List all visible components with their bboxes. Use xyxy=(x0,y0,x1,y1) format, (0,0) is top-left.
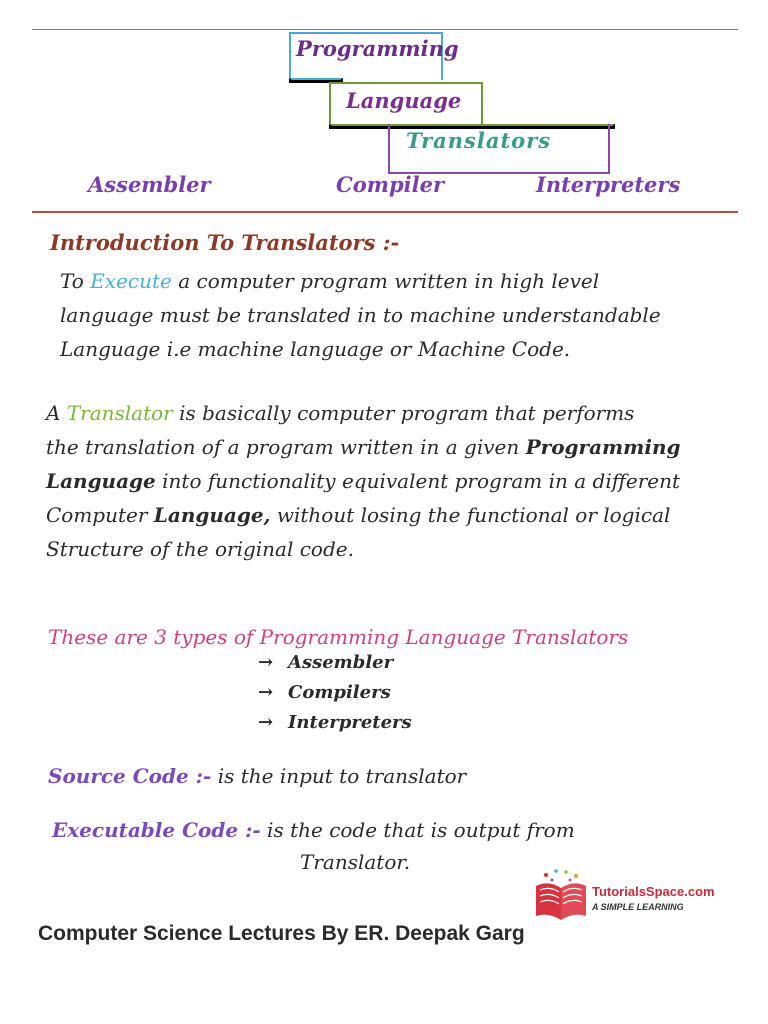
para2-line-4 xyxy=(46,498,680,532)
intro-paragraph-1 xyxy=(60,264,661,366)
tutorialsspace-logo xyxy=(532,866,715,922)
list-item xyxy=(258,678,412,708)
arrow-right-icon: → xyxy=(258,652,274,673)
list-item-label: Interpreters xyxy=(288,712,412,733)
para1-line-2: language must be translated in to machine understandable xyxy=(60,303,661,327)
executable-code-continuation: Translator. xyxy=(300,850,411,874)
footer-credit: Computer Science Lectures By ER. Deepak Garg xyxy=(38,922,525,945)
type-interpreters: Interpreters xyxy=(536,172,681,197)
source-code-text: is the input to translator xyxy=(211,764,467,788)
para1-line-1 xyxy=(60,264,661,298)
logo-name: TutorialsSpace.com xyxy=(592,884,715,899)
title-line-1: Programming xyxy=(296,36,459,61)
source-code-definition xyxy=(48,764,466,788)
type-compiler: Compiler xyxy=(336,172,445,197)
execute-keyword: Execute xyxy=(90,269,172,293)
list-item-label: Compilers xyxy=(288,682,391,703)
executable-code-term: Executable Code :- xyxy=(52,818,261,842)
arrow-right-icon: → xyxy=(258,712,274,733)
title-line-2: Language xyxy=(346,88,462,113)
para2-text: Computer xyxy=(46,503,154,527)
intro-heading: Introduction To Translators :- xyxy=(50,230,400,255)
types-intro: These are 3 types of Programming Language Translators xyxy=(48,625,629,649)
para2-line-3 xyxy=(46,464,680,498)
arrow-right-icon: → xyxy=(258,682,274,703)
language-keyword-2: Language, xyxy=(153,503,271,527)
para2-text: A xyxy=(46,401,67,425)
para1-line-3: Language i.e machine language or Machine Code. xyxy=(60,337,571,361)
section-divider xyxy=(32,211,738,213)
source-code-term: Source Code :- xyxy=(48,764,212,788)
para2-text: is basically computer program that performs xyxy=(172,401,635,425)
para2-text: into functionality equivalent program in a different xyxy=(155,469,681,493)
language-keyword: Language xyxy=(46,469,156,493)
intro-paragraph-2 xyxy=(46,396,680,566)
list-item xyxy=(258,708,412,738)
para2-text: the translation of a program written in a given xyxy=(46,435,526,459)
programming-keyword: Programming xyxy=(525,435,681,459)
para1-text: To xyxy=(60,269,91,293)
list-item-label: Assembler xyxy=(288,652,394,673)
para2-text: without losing the functional or logical xyxy=(270,503,671,527)
title-line-3: Translators xyxy=(406,128,552,153)
list-item xyxy=(258,648,412,678)
para2-line-2 xyxy=(46,430,680,464)
para2-line-1 xyxy=(46,396,680,430)
logo-tagline: A SIMPLE LEARNING xyxy=(592,902,684,912)
para2-line-5: Structure of the original code. xyxy=(46,537,354,561)
executable-code-definition xyxy=(52,818,575,842)
para1-text: a computer program written in high level xyxy=(171,269,600,293)
executable-code-text: is the code that is output from xyxy=(260,818,575,842)
translator-keyword: Translator xyxy=(66,401,173,425)
type-assembler: Assembler xyxy=(88,172,211,197)
types-list xyxy=(258,648,412,738)
open-book-icon xyxy=(532,866,590,922)
